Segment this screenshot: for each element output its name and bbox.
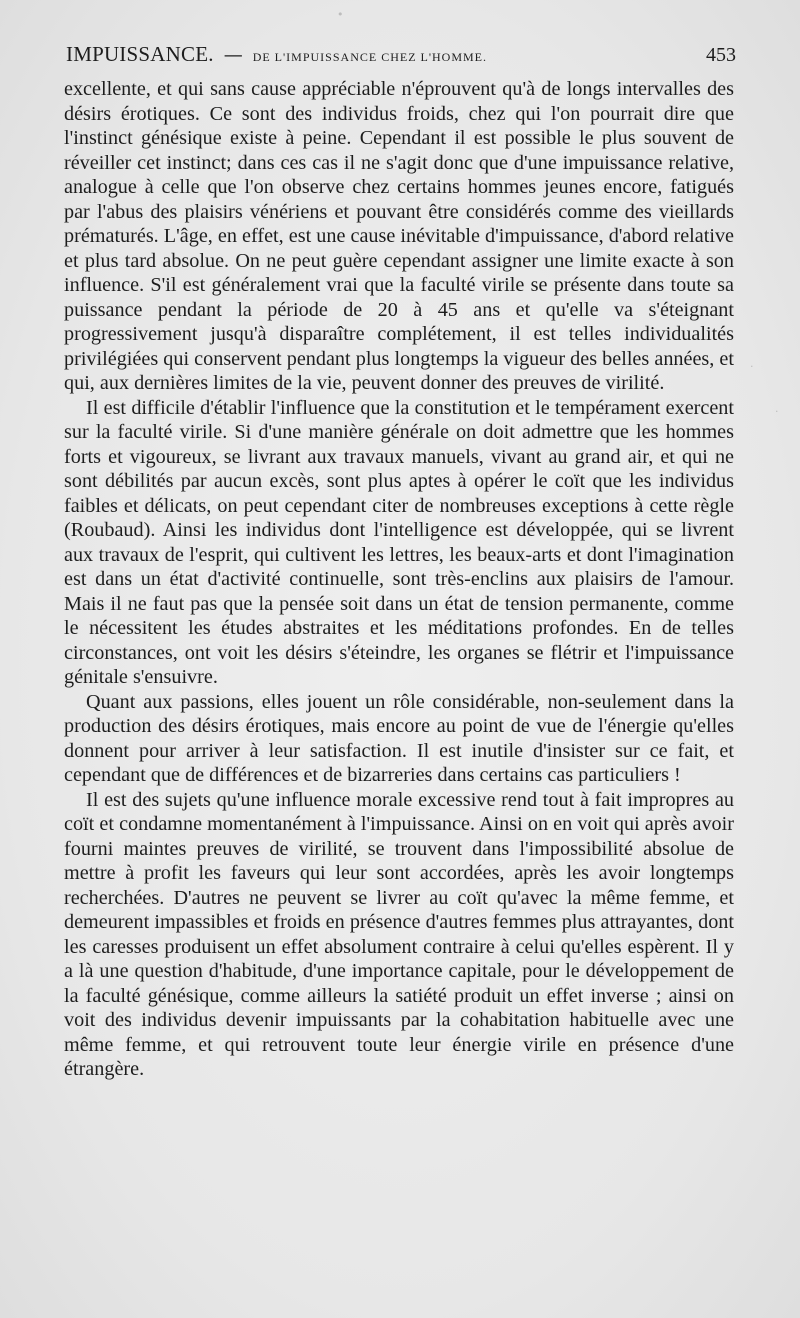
running-header-left	[66, 42, 487, 67]
running-separator: —	[223, 44, 243, 66]
scan-speck: ·	[750, 360, 754, 373]
page-text	[64, 77, 734, 1082]
running-header	[66, 42, 736, 76]
scan-speck: ·	[775, 405, 779, 418]
paragraph-1: excellente, et qui sans cause appréciable n'éprouvent qu'à de longs intervalles des désirs érotiques. Ce sont des individus froids, chez qui l'on pourrait dire que l'instinct génésique existe à peine. Cependant il est possible le plus souvent de réveiller cet instinct; dans ces cas il ne s'agit donc que d'une impuissance relative, analogue à celle que l'on observe chez certains hommes jeunes encore, fatigués par l'abus des plaisirs vénériens et pouvant être considérés comme des vieillards prématurés. L'âge, en effet, est une cause inévitable d'impuissance, d'abord relative et plus tard absolue. On ne peut guère cependant assigner une limite exacte à son influence. S'il est généralement vrai que la faculté virile se présente dans toute sa puissance pendant la période de 20 à 45 ans et qu'elle va s'éteignant progressivement jusqu'à disparaître complétement, il est telles individualités privilégiées qui conservent pendant plus longtemps la vigueur des belles années, et qui, aux dernières limites de la vie, peuvent donner des preuves de virilité.	[64, 78, 734, 394]
running-title: IMPUISSANCE.	[66, 42, 214, 66]
paragraph-4: Il est des sujets qu'une influence morale excessive rend tout à fait impropres au coït et condamne momentanément à l'impuissance. Ainsi on en voit qui après avoir fourni maintes preuves de virilité, se trouvent dans l'impossibilité absolue de mettre à profit les faveurs qui leur sont accordées, après les avoir longtemps recherchées. D'autres ne peuvent se livrer au coït qu'avec la même femme, et demeurent impassibles et froids en présence d'autres femmes plus attrayantes, dont les caresses produisent un effet absolument contraire à celui qu'elles espèrent. Il y a là une question d'habitude, d'une importance capitale, pour le développement de la faculté génésique, comme ailleurs la satiété produit un effet inverse ; ainsi on voit des individus devenir impuissants par la cohabitation habituelle avec une même femme, et qui retrouvent toute leur énergie virile en présence d'une étrangère.	[64, 788, 734, 1080]
paragraph-2: Il est difficile d'établir l'influence que la constitution et le tempérament exercent sur la faculté virile. Si d'une manière générale on doit admettre que les hommes forts et vigoureux, se livrant aux travaux manuels, vivant au grand air, et qui ne sont débilités par aucun excès, sont plus aptes à opérer le coït que les individus faibles et délicats, on peut cependant citer de nombreuses exceptions à cette règle (Roubaud). Ainsi les individus dont l'intelligence est développée, qui se livrent aux travaux de l'esprit, qui cultivent les lettres, les beaux-arts et dont l'imagination est dans un état d'activité continuelle, sont très-enclins aux plaisirs de l'amour. Mais il ne faut pas que la pensée soit dans un état de tension permanente, comme le nécessitent les études abstraites et les méditations profondes. En de telles circonstances, ont voit les désirs s'éteindre, les organes se flétrir et l'impuissance génitale s'ensuivre.	[64, 396, 734, 688]
page-number: 453	[706, 44, 736, 66]
scan-speck: •	[337, 8, 344, 21]
running-subtitle: DE L'IMPUISSANCE CHEZ L'HOMME.	[252, 50, 488, 64]
paragraph-3: Quant aux passions, elles jouent un rôle considérable, non-seulement dans la production des désirs érotiques, mais encore au point de vue de l'énergie qu'elles donnent pour arriver à leur satisfaction. Il est inutile d'insister sur ce fait, et cependant que de différences et de bizarreries dans certains cas particuliers !	[64, 690, 734, 786]
